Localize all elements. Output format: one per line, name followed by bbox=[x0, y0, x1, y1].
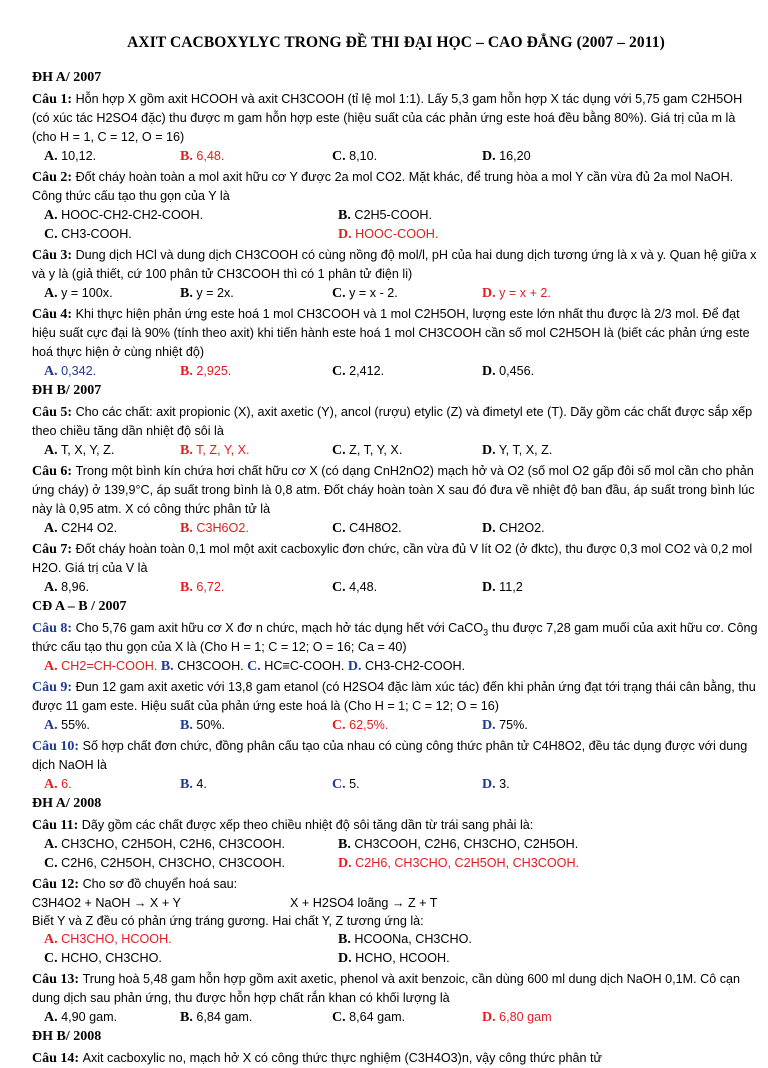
question-5: Câu 5: Cho các chất: axit propionic (X), axit axetic (Y), ancol (rượu) etylic (Z) và đimetyl ete (T). Dãy gồm các chất được sắp xếp theo chiều tăng dần nhiệt độ sôi là bbox=[32, 405, 753, 438]
question-13: Câu 13: Trung hoà 5,48 gam hỗn hợp gồm axit axetic, phenol và axit benzoic, cần dùng 600 ml dung dịch NaOH 0,1M. Cô cạn dung dịch sau phản ứng, thu được hỗn hợp chất rắn khan có khối lượng là bbox=[32, 972, 741, 1005]
correct-answer: A. 6. bbox=[44, 777, 72, 792]
options-q9: A. 55%. B. 50%. C. 62,5%. D. 75%. bbox=[44, 718, 528, 733]
options-q7: A. 8,96. B. 6,72. C. 4,48. D. 11,2 bbox=[44, 580, 523, 595]
section-heading: CĐ A – B / 2007 bbox=[32, 599, 127, 614]
correct-answer: B. T, Z, Y, X. bbox=[180, 443, 250, 458]
correct-answer: A. CH2=CH-COOH. bbox=[44, 659, 158, 674]
correct-answer: B. 2,925. bbox=[180, 364, 232, 379]
options-q6: A. C2H4 O2. B. C3H6O2. C. C4H8O2. D. CH2O2. bbox=[44, 521, 545, 536]
section-heading: ĐH A/ 2008 bbox=[32, 796, 102, 811]
options-q2: A. HOOC-CH2-CH2-COOH. B. C2H5-COOH. C. CH3-COOH. D. HOOC-COOH. bbox=[44, 206, 760, 244]
correct-answer: D. C2H6, CH3CHO, C2H5OH, CH3COOH. bbox=[338, 856, 580, 871]
options-q3: A. y = 100x. B. y = 2x. C. y = x - 2. D. y = x + 2. bbox=[44, 284, 760, 303]
question-3: Câu 3: Dung dịch HCl và dung dịch CH3COOH có cùng nồng độ mol/l, pH của hai dung dịch tương ứng là x và y. Quan hệ giữa x và y là (giả thiết, cứ 100 phân tử CH3COOH thì có 1 phân tử điện li) bbox=[32, 248, 757, 281]
options-q13: A. 4,90 gam. B. 6,84 gam. C. 8,64 gam. D. 6,80 gam bbox=[44, 1008, 760, 1027]
section-heading: ĐH B/ 2008 bbox=[32, 1029, 102, 1044]
correct-answer: D. 6,80 gam bbox=[482, 1010, 552, 1025]
correct-answer: B. 6,48. bbox=[180, 149, 225, 164]
question-7: Câu 7: Đốt cháy hoàn toàn 0,1 mol một axit cacboxylic đơn chức, cần vừa đủ V lít O2 (ở đktc), thu được 0,3 mol CO2 và 0,2 mol H2O. Giá trị của V là bbox=[32, 542, 753, 575]
question-6: Câu 6: Trong một bình kín chứa hơi chất hữu cơ X (có dạng CnH2nO2) mạch hở và O2 (số mol O2 gấp đôi số mol cần cho phản ứng cháy) ở 139,9°C, áp suất trong bình là 0,8 atm. Đốt cháy hoàn toàn X sau đó đưa về nhiệt độ ban đầu, áp suất trong bình lúc này là 0,95 atm. X có công thức phân tử là bbox=[32, 464, 755, 516]
correct-answer: D. y = x + 2. bbox=[482, 286, 551, 301]
options-q5: A. T, X, Y, Z. B. T, Z, Y, X. C. Z, T, Y, X. D. Y, T, X, Z. bbox=[44, 443, 553, 458]
options-q12: A. CH3CHO, HCOOH. B. HCOONa, CH3CHO. C. HCHO, CH3CHO. D. HCHO, HCOOH. bbox=[44, 932, 472, 966]
question-9: Câu 9: Đun 12 gam axit axetic với 13,8 gam etanol (có H2SO4 đặc làm xúc tác) đến khi phản ứng đạt tới trạng thái cân bằng, thu được 11 gam este. Hiệu suất của phản ứng este hoá là (Cho H = 1; C = 12; O = 16) bbox=[32, 680, 756, 713]
section-heading: ĐH B/ 2007 bbox=[32, 383, 102, 398]
question-10: Câu 10: Số hợp chất đơn chức, đồng phân cấu tạo của nhau có cùng công thức phân tử C4H8O2, đều tác dụng được với dung dịch NaOH là bbox=[32, 739, 748, 772]
question-14: Câu 14: Axit cacboxylic no, mạch hở X có công thức thực nghiệm (C3H4O3)n, vậy công thức phân tử bbox=[32, 1051, 602, 1066]
question-11: Câu 11: Dãy gồm các chất được xếp theo chiều nhiệt độ sôi tăng dần từ trái sang phải là: bbox=[32, 818, 534, 833]
correct-answer: B. C3H6O2. bbox=[180, 521, 249, 536]
options-q11: A. CH3CHO, C2H5OH, C2H6, CH3COOH. B. CH3COOH, C2H6, CH3CHO, C2H5OH. C. C2H6, C2H5OH, CH3CHO, CH3COOH. D. C2H6, CH3CHO, C2H5OH, CH3COOH. bbox=[44, 835, 760, 873]
question-12: Câu 12: Cho sơ đồ chuyển hoá sau: bbox=[32, 877, 238, 892]
question-2: Câu 2: Đốt cháy hoàn toàn a mol axit hữu cơ Y được 2a mol CO2. Mặt khác, để trung hòa a mol Y cần vừa đủ 2a mol NaOH. Công thức cấu tạo thu gọn của Y là bbox=[32, 170, 734, 203]
question-8: Câu 8: Cho 5,76 gam axit hữu cơ X đơ n chức, mạch hở tác dụng hết với CaCO$_3$ thu được 7,28 gam muối của axit hữu cơ. Công thức cấu tạo thu gọn của X là (Cho H = 1; C = 12; O = 16; Ca = 40) bbox=[32, 621, 758, 654]
options-q4: A. 0,342. B. 2,925. C. 2,412. D. 0,456. bbox=[44, 364, 535, 379]
correct-answer: B. 6,72. bbox=[180, 580, 225, 595]
options-q8: A. CH2=CH-COOH. B. CH3COOH. C. HC≡C-COOH. D. CH3-CH2-COOH. bbox=[44, 659, 466, 674]
correct-answer: A. CH3CHO, HCOOH. bbox=[44, 932, 172, 947]
document-title: AXIT CACBOXYLYC TRONG ĐỀ THI ĐẠI HỌC – CAO ĐẲNG (2007 – 2011) bbox=[127, 34, 665, 51]
options-q10: A. 6. B. 4. C. 5. D. 3. bbox=[44, 777, 510, 792]
blue-option: A. 0,342. bbox=[44, 364, 97, 379]
correct-answer: C. 62,5%. bbox=[332, 718, 389, 733]
options-q1: A. 10,12. B. 6,48. C. 8,10. D. 16,20 bbox=[44, 149, 531, 164]
reaction-scheme: C3H4O2 + NaOH → X + Y X + H2SO4 loãng → Z + T bbox=[32, 896, 438, 910]
question-12-note: Biết Y và Z đều có phản ứng tráng gương. Hai chất Y, Z tương ứng là: bbox=[32, 914, 424, 928]
correct-answer: D. HOOC-COOH. bbox=[338, 227, 439, 242]
section-heading: ĐH A/ 2007 bbox=[32, 70, 102, 85]
question-1: Câu 1: Hỗn hợp X gồm axit HCOOH và axit CH3COOH (tỉ lệ mol 1:1). Lấy 5,3 gam hỗn hợp X tác dụng với 5,75 gam C2H5OH (có xúc tác H2SO4 đặc) thu được m gam hỗn hợp este (hiệu suất của các phản ứng este hoá đều bằng 80%). Giá trị của m là (cho H = 1, C = 12, O = 16) bbox=[32, 92, 743, 144]
question-4: Câu 4: Khi thực hiện phản ứng este hoá 1 mol CH3COOH và 1 mol C2H5OH, lượng este lớn nhất thu được là 2/3 mol. Để đạt hiệu suất cực đại là 90% (tính theo axit) khi tiến hành este hoá 1 mol CH3COOH cần số mol C2H5OH là (biết các phản ứng este hoá thực hiện ở cùng nhiệt độ) bbox=[32, 307, 750, 359]
